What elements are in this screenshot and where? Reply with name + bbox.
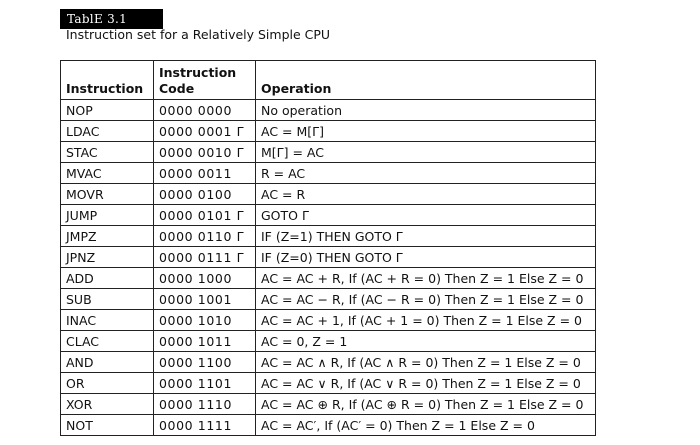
operation-cell: AC = R — [256, 184, 596, 205]
table-row — [61, 373, 596, 394]
instruction-code-cell: 0000 0011 — [154, 163, 256, 184]
instruction-cell: SUB — [61, 289, 154, 310]
instruction-cell: LDAC — [61, 121, 154, 142]
column-header-instruction: Instruction — [61, 61, 154, 100]
instruction-code-cell: 0000 1111 — [154, 415, 256, 436]
operation-cell: GOTO Γ — [256, 205, 596, 226]
table-row — [61, 268, 596, 289]
operation-cell: AC = 0, Z = 1 — [256, 331, 596, 352]
operation-cell: AC = AC ⊕ R, If (AC ⊕ R = 0) Then Z = 1 Else Z = 0 — [256, 394, 596, 415]
table-row — [61, 184, 596, 205]
table-row — [61, 394, 596, 415]
instruction-cell: JUMP — [61, 205, 154, 226]
table-row — [61, 247, 596, 268]
instruction-code-cell: 0000 0111 Γ — [154, 247, 256, 268]
column-header-instruction-code — [154, 61, 256, 100]
operation-cell: R = AC — [256, 163, 596, 184]
operation-cell: AC = AC + 1, If (AC + 1 = 0) Then Z = 1 Else Z = 0 — [256, 310, 596, 331]
operation-cell: AC = AC + R, If (AC + R = 0) Then Z = 1 Else Z = 0 — [256, 268, 596, 289]
instruction-cell: JPNZ — [61, 247, 154, 268]
instruction-cell: NOP — [61, 100, 154, 121]
instruction-code-cell: 0000 0100 — [154, 184, 256, 205]
table-row — [61, 352, 596, 373]
instruction-cell: MOVR — [61, 184, 154, 205]
instruction-code-cell: 0000 1101 — [154, 373, 256, 394]
instruction-cell: OR — [61, 373, 154, 394]
instruction-cell: JMPZ — [61, 226, 154, 247]
column-header-instruction-code-text: Instruction Code — [159, 65, 237, 96]
operation-cell: IF (Z=0) THEN GOTO Γ — [256, 247, 596, 268]
operation-cell: IF (Z=1) THEN GOTO Γ — [256, 226, 596, 247]
instruction-code-cell: 0000 1110 — [154, 394, 256, 415]
table-label: TablE 3.1 — [60, 9, 163, 29]
instruction-code-cell: 0000 1011 — [154, 331, 256, 352]
instruction-cell: AND — [61, 352, 154, 373]
operation-cell: AC = AC ∨ R, If (AC ∨ R = 0) Then Z = 1 Else Z = 0 — [256, 373, 596, 394]
instruction-cell: CLAC — [61, 331, 154, 352]
instruction-cell: XOR — [61, 394, 154, 415]
instruction-code-cell: 0000 0000 — [154, 100, 256, 121]
operation-cell: AC = AC′, If (AC′ = 0) Then Z = 1 Else Z = 0 — [256, 415, 596, 436]
table-row — [61, 100, 596, 121]
table-row — [61, 205, 596, 226]
instruction-code-cell: 0000 1001 — [154, 289, 256, 310]
table-row — [61, 310, 596, 331]
instruction-code-cell: 0000 0001 Γ — [154, 121, 256, 142]
table-row — [61, 142, 596, 163]
operation-cell: No operation — [256, 100, 596, 121]
operation-cell: AC = AC ∧ R, If (AC ∧ R = 0) Then Z = 1 Else Z = 0 — [256, 352, 596, 373]
instruction-code-cell: 0000 0101 Γ — [154, 205, 256, 226]
instruction-cell: NOT — [61, 415, 154, 436]
table-row — [61, 331, 596, 352]
instruction-cell: INAC — [61, 310, 154, 331]
table-row — [61, 289, 596, 310]
instruction-code-cell: 0000 0010 Γ — [154, 142, 256, 163]
table-caption: Instruction set for a Relatively Simple CPU — [66, 27, 331, 42]
instruction-code-cell: 0000 1010 — [154, 310, 256, 331]
table-row — [61, 415, 596, 436]
table-row — [61, 163, 596, 184]
table-row — [61, 121, 596, 142]
instruction-cell: STAC — [61, 142, 154, 163]
instruction-cell: ADD — [61, 268, 154, 289]
instruction-set-table — [60, 60, 596, 436]
instruction-code-cell: 0000 1100 — [154, 352, 256, 373]
column-header-operation: Operation — [256, 61, 596, 100]
instruction-code-cell: 0000 1000 — [154, 268, 256, 289]
instruction-cell: MVAC — [61, 163, 154, 184]
operation-cell: AC = AC − R, If (AC − R = 0) Then Z = 1 Else Z = 0 — [256, 289, 596, 310]
operation-cell: M[Γ] = AC — [256, 142, 596, 163]
instruction-code-cell: 0000 0110 Γ — [154, 226, 256, 247]
table-row — [61, 226, 596, 247]
table-header-row — [61, 61, 596, 100]
operation-cell: AC = M[Γ] — [256, 121, 596, 142]
